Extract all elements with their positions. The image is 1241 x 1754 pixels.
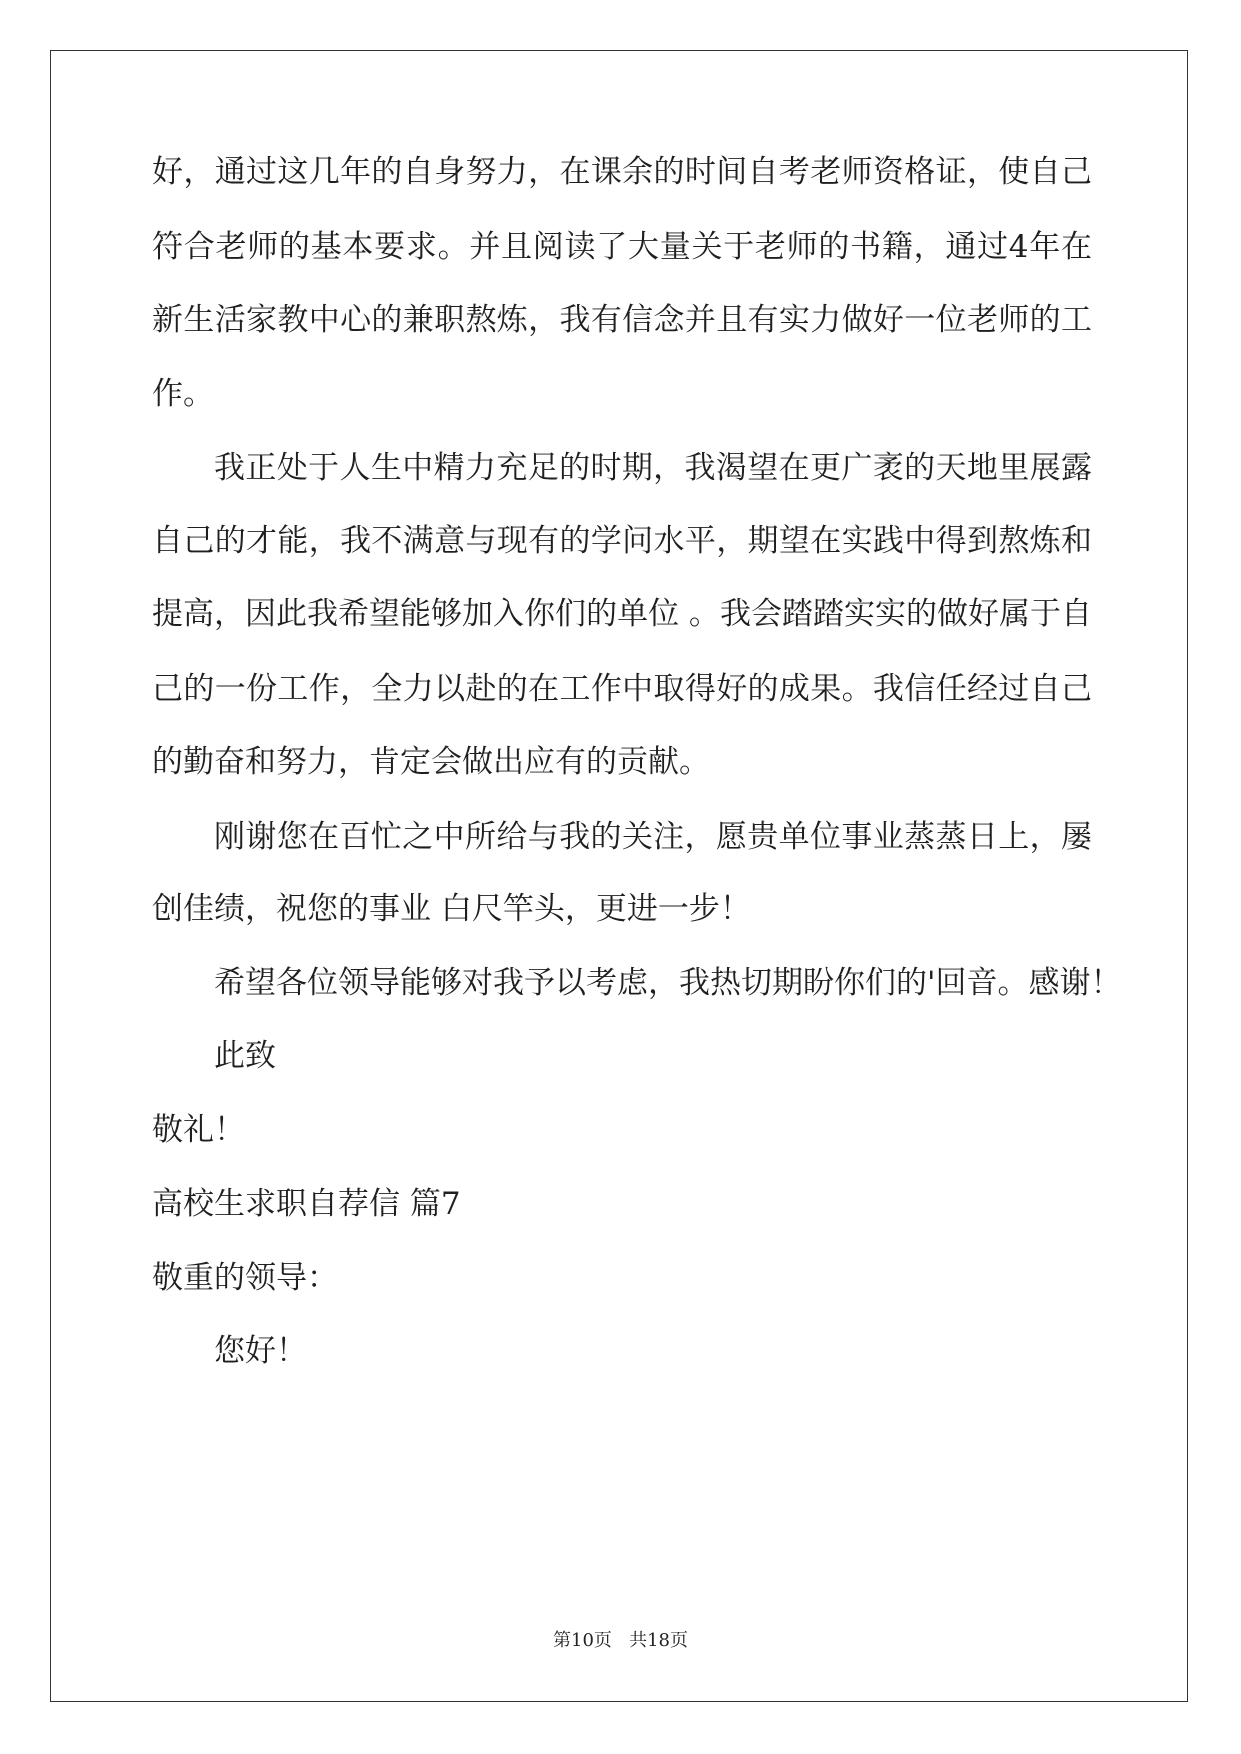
body-line-7: 提高，因此我希望能够加入你们的单位 。我会踏踏实实的做好属于自 (152, 596, 1092, 632)
greeting-hello: 您好！ (214, 1333, 307, 1369)
closing-regards: 敬礼！ (152, 1112, 245, 1148)
section-heading: 高校生求职自荐信 篇7 (152, 1186, 461, 1222)
page-total: 共18页 (629, 1630, 688, 1651)
body-line-9: 的勤奋和努力，肯定会做出应有的贡献。 (152, 744, 710, 780)
body-line-1: 好，通过这几年的自身努力，在课余的时间自考老师资格证，使自己 (152, 154, 1092, 190)
body-line-10: 刚谢您在百忙之中所给与我的关注，愿贵单位事业蒸蒸日上，屡 (214, 819, 1092, 855)
body-line-12: 希望各位领导能够对我予以考虑，我热切期盼你们的'回音。感谢！ (214, 965, 1122, 1001)
page-border (50, 50, 1188, 1702)
body-line-5: 我正处于人生中精力充足的时期，我渴望在更广袤的天地里展露 (214, 450, 1092, 486)
body-line-6: 自己的才能，我不满意与现有的学问水平，期望在实践中得到熬炼和 (152, 523, 1092, 559)
body-line-11: 创佳绩，祝您的事业 白尺竿头，更进一步！ (152, 891, 751, 927)
body-line-4: 作。 (152, 376, 214, 412)
page-footer (0, 1626, 1241, 1652)
body-line-8: 己的一份工作，全力以赴的在工作中取得好的成果。我信任经过自己 (152, 671, 1092, 707)
body-line-2: 符合老师的基本要求。并且阅读了大量关于老师的书籍，通过4年在 (152, 229, 1092, 265)
greeting-line: 敬重的领导： (152, 1260, 338, 1296)
page-number: 第10页 (553, 1630, 612, 1651)
closing-salutation: 此致 (214, 1038, 276, 1074)
body-line-3: 新生活家教中心的兼职熬炼，我有信念并且有实力做好一位老师的工 (152, 302, 1092, 338)
